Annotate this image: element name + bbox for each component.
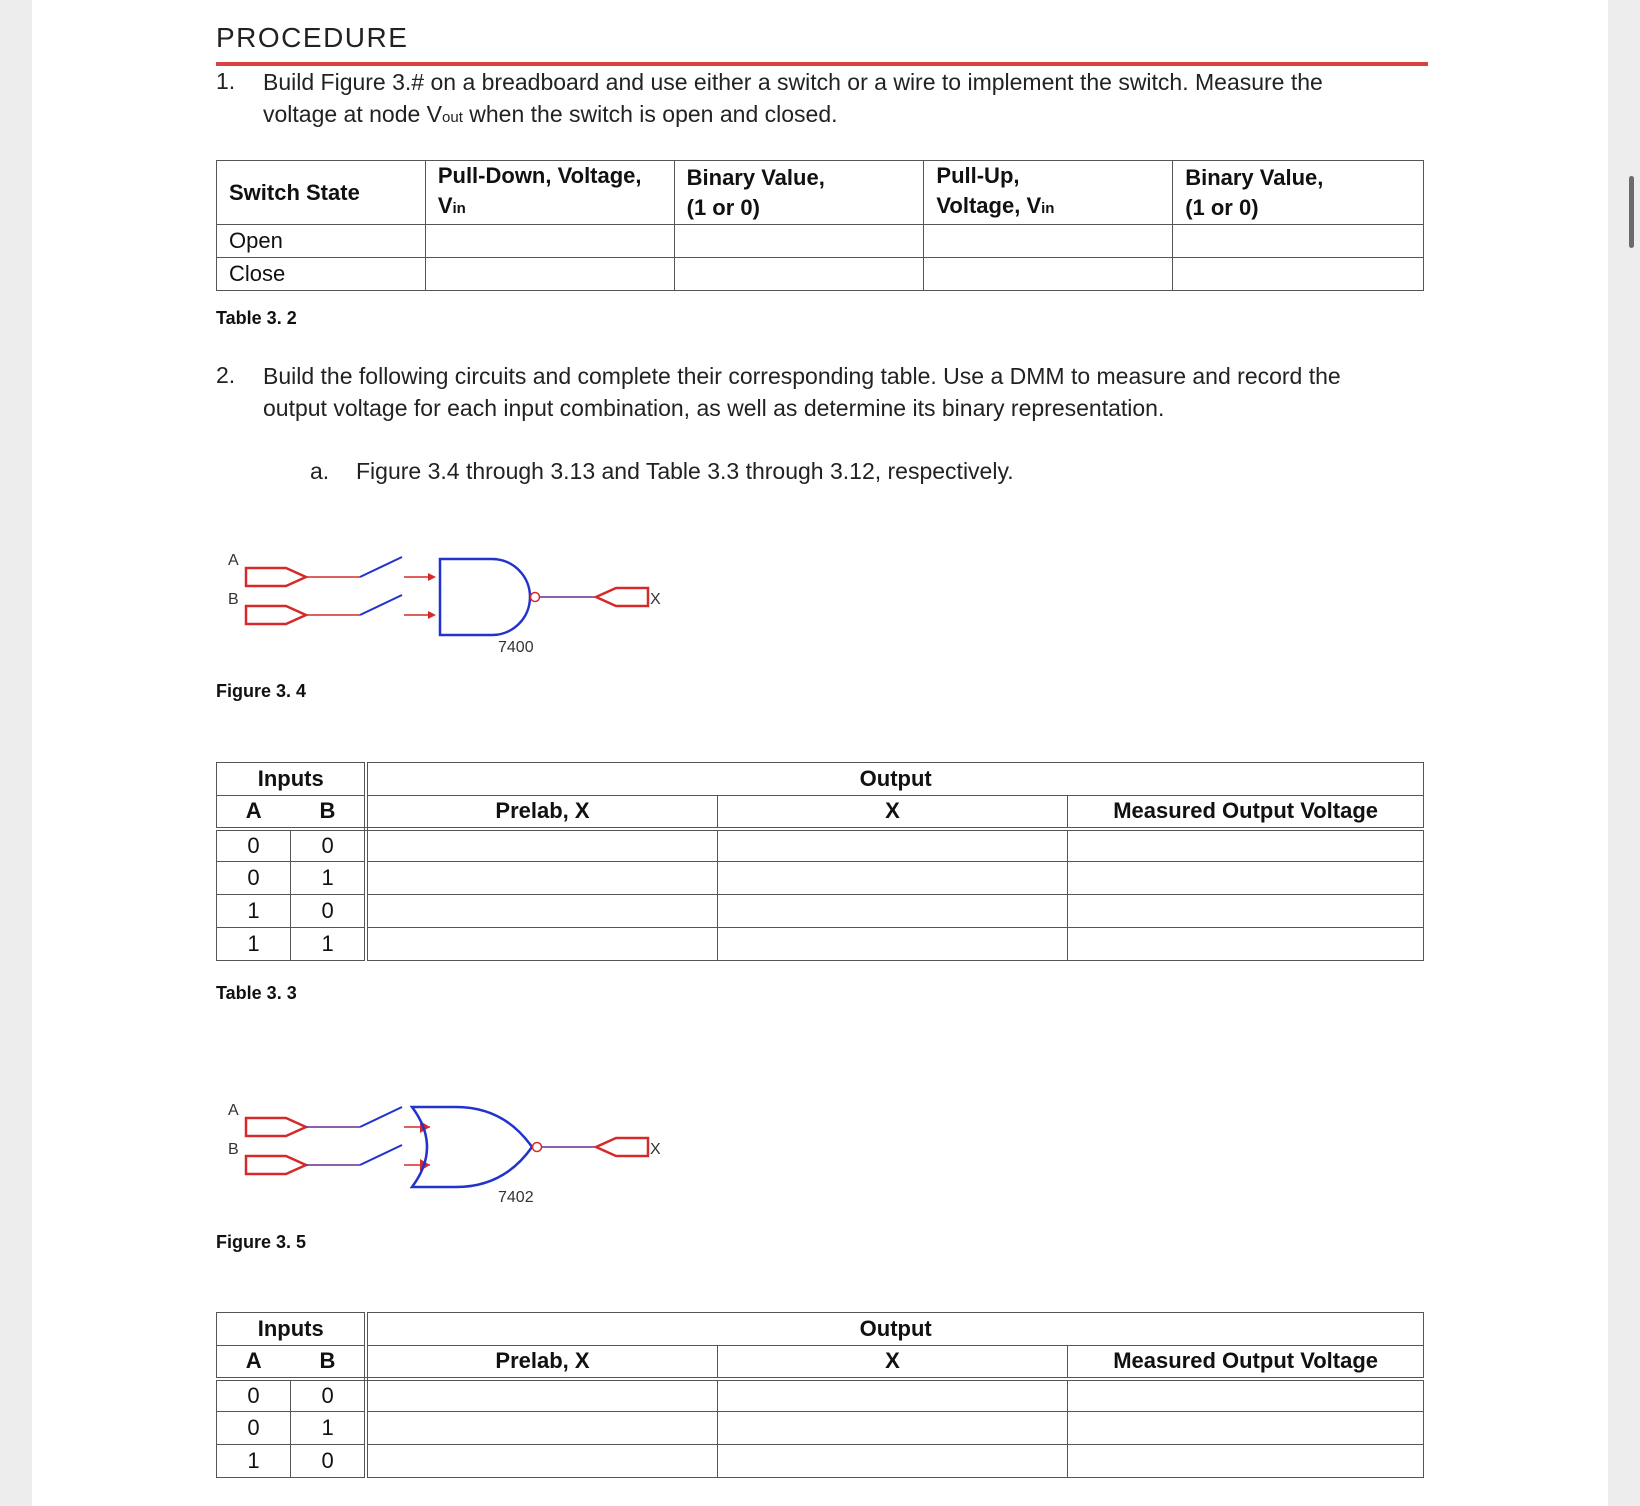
header-measured: Measured Output Voltage bbox=[1068, 1346, 1424, 1379]
inverter-bubble bbox=[531, 593, 540, 602]
cell-a: 1 bbox=[217, 928, 291, 961]
table-row bbox=[217, 829, 1424, 862]
output-x-label: X bbox=[650, 1141, 661, 1158]
row-label: Open bbox=[217, 225, 426, 258]
cell-b: 0 bbox=[290, 1445, 366, 1478]
cell-empty[interactable] bbox=[366, 862, 717, 895]
input-a-connector bbox=[246, 568, 306, 586]
table-row bbox=[217, 258, 1424, 291]
step-1-number: 1. bbox=[216, 68, 236, 94]
step-2-line-1: Build the following circuits and complete their corresponding table. Use a DMM to measure and record the bbox=[263, 363, 1341, 389]
header-x: X bbox=[717, 796, 1068, 829]
input-b-label: B bbox=[228, 1141, 239, 1158]
figure-3-5-nor-circuit bbox=[216, 1090, 686, 1210]
table-3-2-caption: Table 3. 2 bbox=[216, 308, 297, 328]
input-a-connector bbox=[246, 1118, 306, 1136]
cell-empty[interactable] bbox=[366, 829, 717, 862]
header-x: X bbox=[717, 1346, 1068, 1379]
cell-empty[interactable] bbox=[1068, 1445, 1424, 1478]
figure-3-4-caption: Figure 3. 4 bbox=[216, 681, 307, 701]
step-2-line-2: output voltage for each input combination, as well as determine its binary representation. bbox=[263, 395, 1165, 421]
table-row bbox=[217, 1412, 1424, 1445]
cell-empty[interactable] bbox=[366, 1412, 717, 1445]
cell-empty[interactable] bbox=[924, 258, 1173, 291]
inverter-bubble bbox=[533, 1143, 542, 1152]
header-output: Output bbox=[366, 763, 1423, 796]
header-prelab: Prelab, X bbox=[366, 1346, 717, 1379]
cell-empty[interactable] bbox=[1068, 1379, 1424, 1412]
header-a: A bbox=[217, 1346, 291, 1379]
table-3-2 bbox=[216, 160, 1424, 291]
figure-3-4-nand-circuit bbox=[216, 540, 686, 660]
nand-gate-symbol bbox=[440, 559, 530, 635]
output-x-label: X bbox=[650, 591, 661, 608]
cell-a: 0 bbox=[217, 829, 291, 862]
table-subheader-row bbox=[217, 1346, 1424, 1379]
table-header-row bbox=[217, 161, 1424, 225]
cell-empty[interactable] bbox=[717, 1445, 1068, 1478]
step-1-line-2: voltage at node Vout when the switch is open and closed. bbox=[263, 101, 838, 127]
cell-empty[interactable] bbox=[425, 225, 674, 258]
switch-b bbox=[360, 595, 402, 615]
cell-empty[interactable] bbox=[1068, 862, 1424, 895]
step-1-text bbox=[263, 66, 1443, 134]
cell-empty[interactable] bbox=[924, 225, 1173, 258]
nor-gate-symbol bbox=[412, 1107, 532, 1187]
cell-empty[interactable] bbox=[717, 1379, 1068, 1412]
cell-empty[interactable] bbox=[717, 829, 1068, 862]
cell-empty[interactable] bbox=[366, 1445, 717, 1478]
cell-a: 1 bbox=[217, 895, 291, 928]
table-subheader-row bbox=[217, 796, 1424, 829]
cell-a: 1 bbox=[217, 1445, 291, 1478]
table-header-row bbox=[217, 763, 1424, 796]
cell-b: 1 bbox=[290, 928, 366, 961]
header-binary-value-1: Binary Value, (1 or 0) bbox=[674, 161, 924, 225]
table-header-row bbox=[217, 1313, 1424, 1346]
table-row bbox=[217, 1445, 1424, 1478]
cell-b: 1 bbox=[290, 862, 366, 895]
cell-b: 0 bbox=[290, 829, 366, 862]
table-3-4 bbox=[216, 1312, 1424, 1478]
header-a: A bbox=[217, 796, 291, 829]
cell-b: 0 bbox=[290, 895, 366, 928]
input-a-label: A bbox=[228, 552, 239, 569]
input-b-label: B bbox=[228, 591, 239, 608]
header-output: Output bbox=[366, 1313, 1423, 1346]
table-3-3-caption: Table 3. 3 bbox=[216, 983, 297, 1003]
header-prelab: Prelab, X bbox=[366, 796, 717, 829]
table-row bbox=[217, 862, 1424, 895]
table-row bbox=[217, 225, 1424, 258]
cell-empty[interactable] bbox=[717, 1412, 1068, 1445]
switch-a bbox=[360, 1107, 402, 1127]
header-pull-up: Pull-Up, Voltage, Vin bbox=[924, 161, 1173, 225]
step-1-line-1: Build Figure 3.# on a breadboard and use either a switch or a wire to implement the switch. Measure the bbox=[263, 69, 1323, 95]
header-pull-down: Pull-Down, Voltage, Vin bbox=[425, 161, 674, 225]
header-inputs: Inputs bbox=[217, 1313, 367, 1346]
step-2a-letter: a. bbox=[310, 458, 330, 484]
chip-label-7402: 7402 bbox=[498, 1189, 534, 1206]
step-2-text bbox=[263, 360, 1463, 424]
cell-empty[interactable] bbox=[1068, 928, 1424, 961]
cell-empty[interactable] bbox=[1068, 1412, 1424, 1445]
cell-a: 0 bbox=[217, 862, 291, 895]
table-row bbox=[217, 928, 1424, 961]
cell-empty[interactable] bbox=[425, 258, 674, 291]
input-a-label: A bbox=[228, 1102, 239, 1119]
header-switch-state: Switch State bbox=[217, 161, 426, 225]
output-connector bbox=[596, 1138, 648, 1156]
header-inputs: Inputs bbox=[217, 763, 367, 796]
output-connector bbox=[596, 588, 648, 606]
cell-empty[interactable] bbox=[366, 895, 717, 928]
chip-label-7400: 7400 bbox=[498, 639, 534, 656]
cell-empty[interactable] bbox=[366, 1379, 717, 1412]
input-b-connector bbox=[246, 606, 306, 624]
cell-empty[interactable] bbox=[674, 225, 924, 258]
header-measured: Measured Output Voltage bbox=[1068, 796, 1424, 829]
figure-3-5-caption: Figure 3. 5 bbox=[216, 1232, 307, 1252]
header-binary-value-2: Binary Value, (1 or 0) bbox=[1173, 161, 1424, 225]
scrollbar-thumb[interactable] bbox=[1629, 176, 1634, 248]
cell-empty[interactable] bbox=[1068, 895, 1424, 928]
cell-empty[interactable] bbox=[717, 895, 1068, 928]
header-b: B bbox=[290, 1346, 366, 1379]
cell-b: 0 bbox=[290, 1379, 366, 1412]
cell-a: 0 bbox=[217, 1412, 291, 1445]
cell-empty[interactable] bbox=[717, 928, 1068, 961]
switch-a bbox=[360, 557, 402, 577]
row-label: Close bbox=[217, 258, 426, 291]
section-heading: PROCEDURE bbox=[216, 22, 409, 53]
step-2-number: 2. bbox=[216, 362, 236, 388]
cell-empty[interactable] bbox=[717, 862, 1068, 895]
switch-b bbox=[360, 1145, 402, 1165]
step-2a-text: Figure 3.4 through 3.13 and Table 3.3 through 3.12, respectively. bbox=[356, 458, 1014, 484]
cell-empty[interactable] bbox=[1173, 258, 1424, 291]
header-b: B bbox=[290, 796, 366, 829]
cell-b: 1 bbox=[290, 1412, 366, 1445]
input-b-connector bbox=[246, 1156, 306, 1174]
table-3-3 bbox=[216, 762, 1424, 961]
cell-a: 0 bbox=[217, 1379, 291, 1412]
table-row bbox=[217, 895, 1424, 928]
cell-empty[interactable] bbox=[1068, 829, 1424, 862]
cell-empty[interactable] bbox=[1173, 225, 1424, 258]
table-row bbox=[217, 1379, 1424, 1412]
cell-empty[interactable] bbox=[366, 928, 717, 961]
cell-empty[interactable] bbox=[674, 258, 924, 291]
